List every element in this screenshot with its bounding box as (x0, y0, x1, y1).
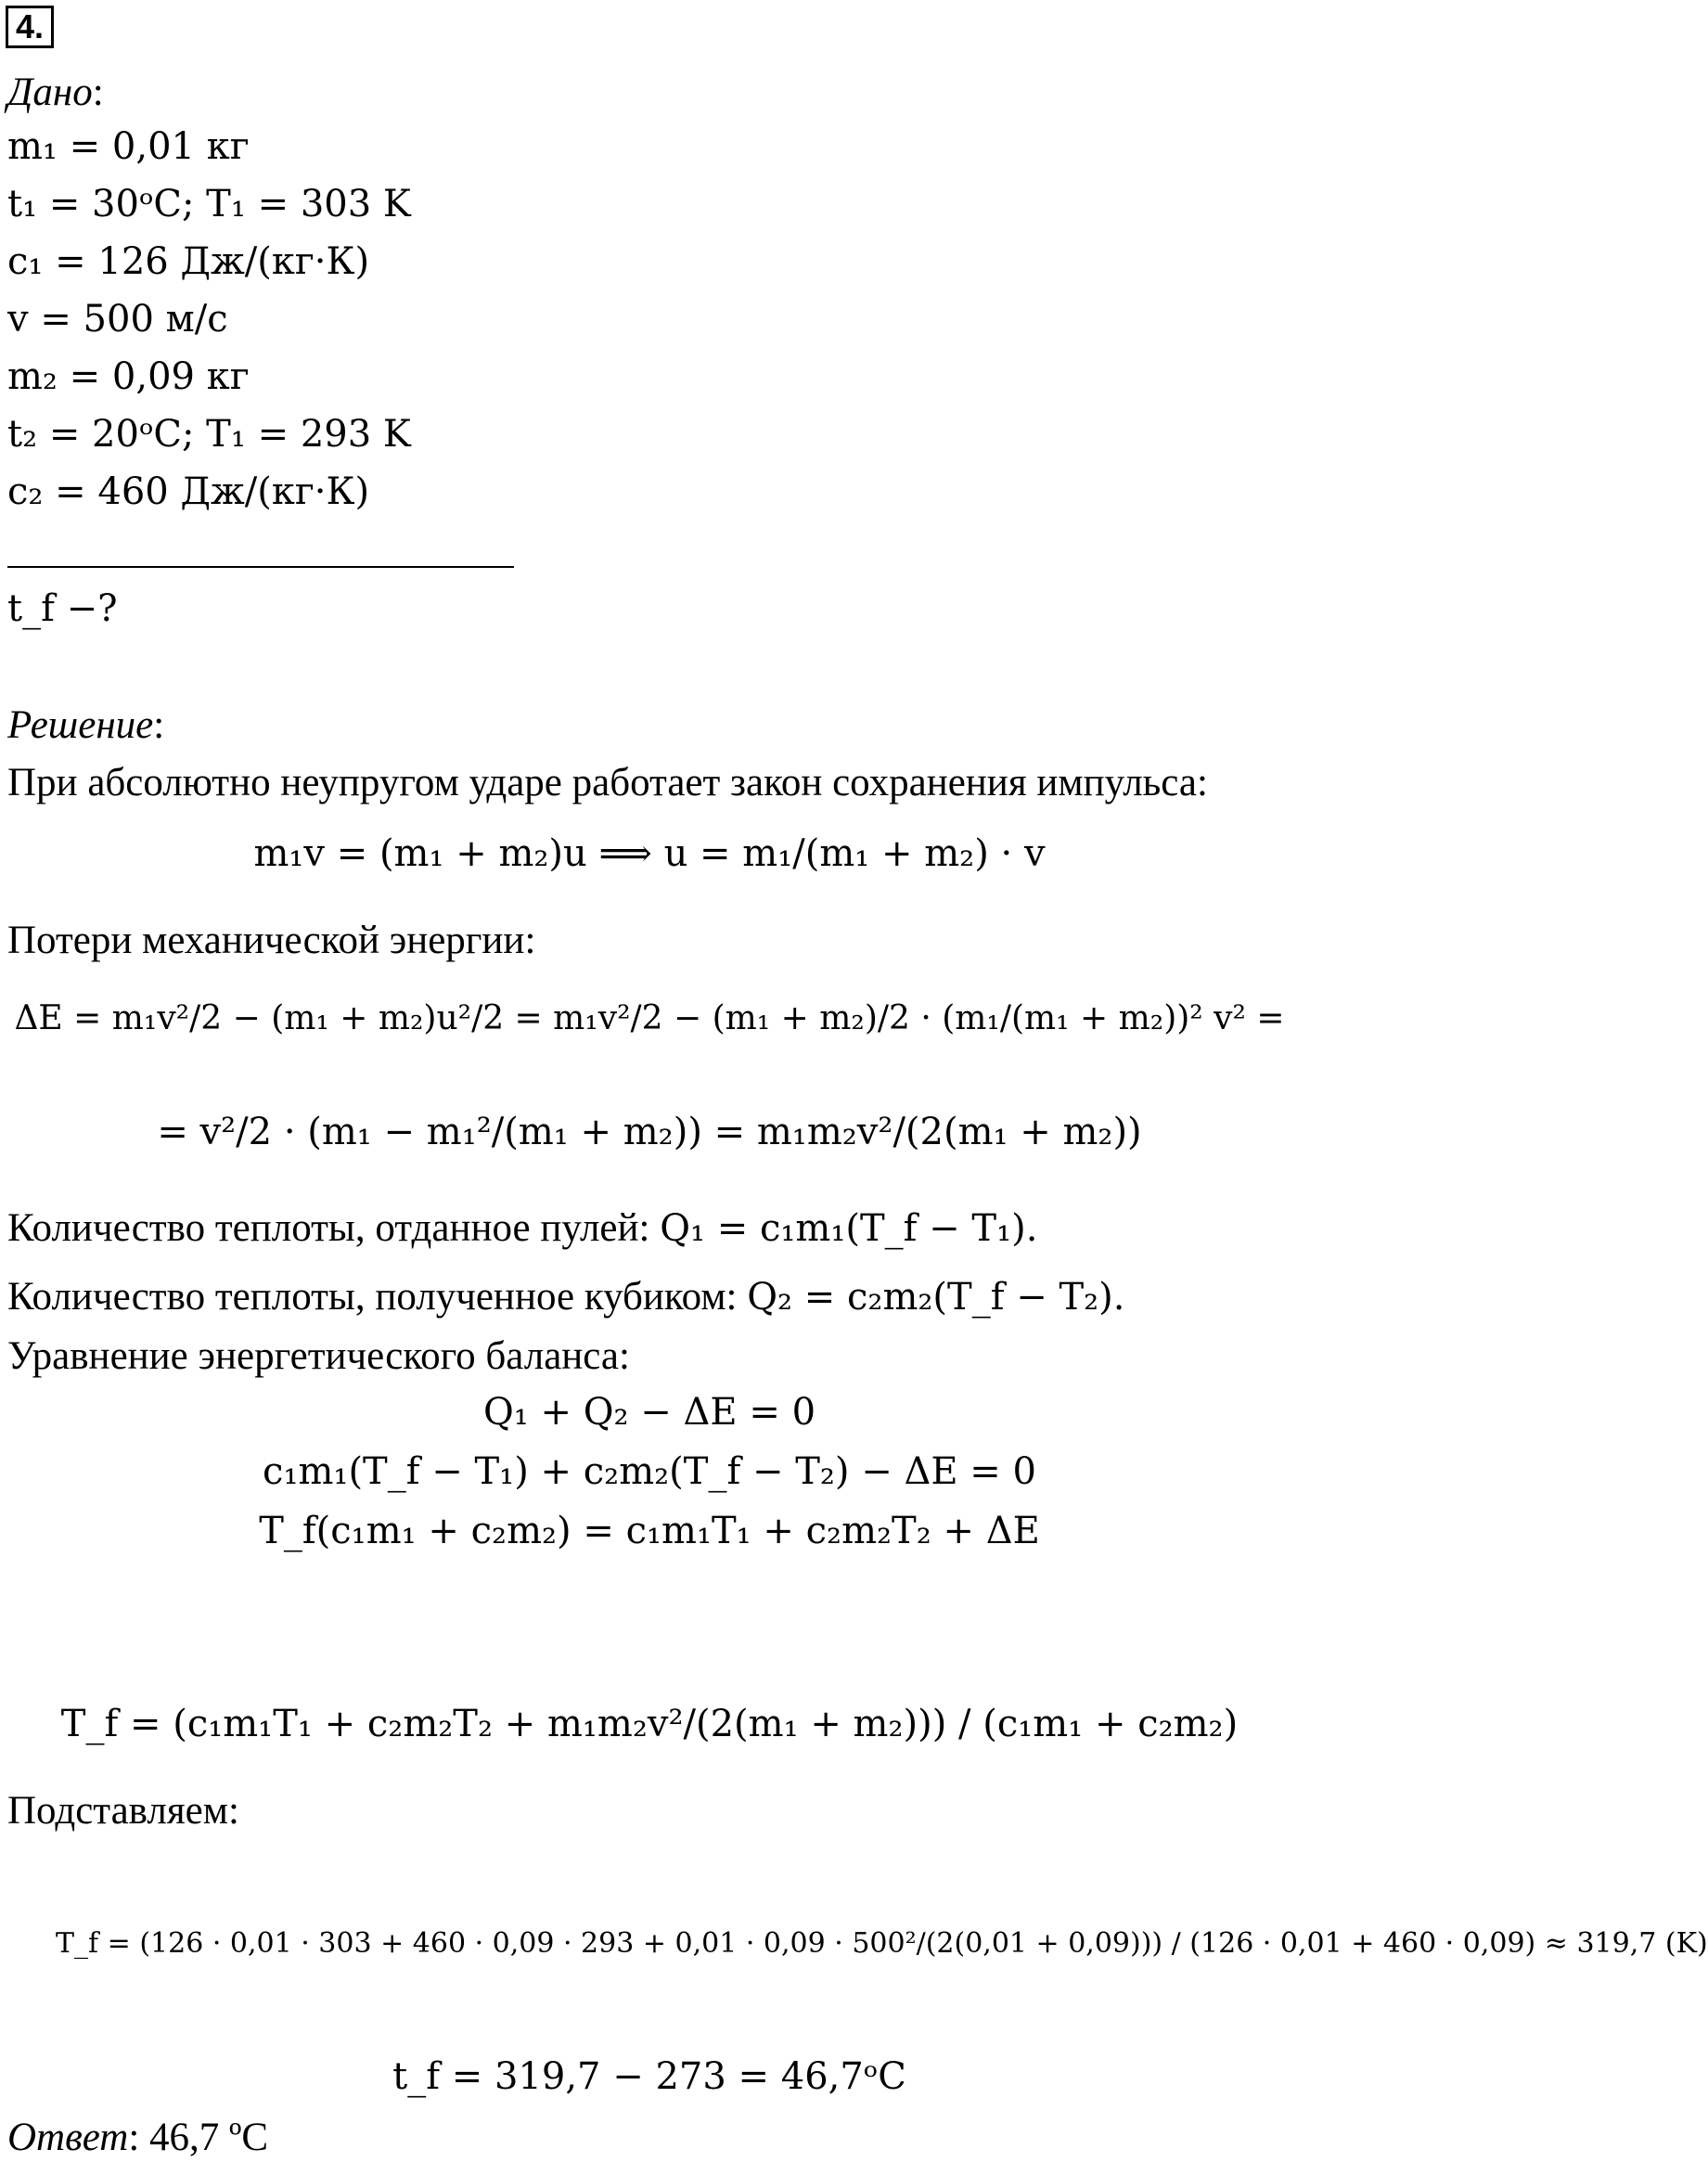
given-line-c2: c₂ = 460 Дж/(кг·К) (7, 470, 370, 513)
answer-label: Ответ (7, 2116, 129, 2159)
given-heading (7, 72, 104, 112)
solution-colon: : (153, 703, 165, 747)
equation-balance-3: T_f(c₁m₁ + c₂m₂) = c₁m₁T₁ + c₂m₂T₂ + ΔE (259, 1510, 1040, 1552)
given-line-t1: t₁ = 30ᵒC; T₁ = 303 K (7, 183, 411, 225)
given-line-c1: c₁ = 126 Дж/(кг·К) (7, 240, 370, 283)
answer-line (7, 2117, 268, 2157)
heat-q1-formula: Q₁ = c₁m₁(T_f − T₁). (660, 1207, 1038, 1250)
answer-value: 46,7 ºС (149, 2116, 269, 2159)
given-line-m2: m₂ = 0,09 кг (7, 355, 250, 398)
equation-balance-1: Q₁ + Q₂ − ΔE = 0 (482, 1391, 816, 1434)
heat-q2-formula: Q₂ = c₂m₂(T_f − T₂). (747, 1276, 1125, 1319)
equation-energy-loss-1: ΔE = m₁v²/2 − (m₁ + m₂)u²/2 = m₁v²/2 − (m₁ + m₂)/2 · (m₁/(m₁ + m₂))² v² = (14, 999, 1285, 1037)
solution-intro: При абсолютно неупругом ударе работает закон сохранения импульса: (7, 761, 1208, 804)
equation-final-temperature: T_f = (c₁m₁T₁ + c₂m₂T₂ + m₁m₂v²/(2(m₁ + m₂))) / (c₁m₁ + c₂m₂) (60, 1703, 1239, 1745)
find-line: t_f −? (7, 587, 118, 630)
problem-number: 4. (6, 6, 54, 48)
solution-label: Решение (7, 703, 154, 747)
solution-heading (7, 705, 164, 745)
given-colon: : (92, 71, 104, 114)
equation-balance-2: c₁m₁(T_f − T₁) + c₂m₂(T_f − T₂) − ΔE = 0 (263, 1450, 1036, 1493)
given-line-v: v = 500 м/с (7, 298, 228, 341)
answer-colon: : (128, 2116, 150, 2159)
given-divider (7, 566, 514, 568)
equation-energy-loss-2: = v²/2 · (m₁ − m₁²/(m₁ + m₂)) = m₁m₂v²/(2(m₁ + m₂)) (157, 1111, 1142, 1153)
heat-q2-line (7, 1277, 1124, 1317)
given-label: Дано (7, 71, 93, 114)
energy-loss-heading: Потери механической энергии: (7, 919, 536, 962)
balance-heading: Уравнение энергетического баланса: (7, 1334, 630, 1378)
heat-q2-text: Количество теплоты, полученное кубиком: (7, 1275, 748, 1319)
heat-q1-line (7, 1208, 1037, 1248)
substitute-heading: Подставляем: (7, 1789, 239, 1833)
equation-final-celsius: t_f = 319,7 − 273 = 46,7ᵒC (392, 2055, 906, 2098)
equation-numeric: T_f = (126 · 0,01 · 303 + 460 · 0,09 · 293 + 0,01 · 0,09 · 500²/(2(0,01 + 0,09))) / (126 · 0,01 + 460 · 0,09) ≈ 319,7 (K) (56, 1927, 1708, 1960)
given-line-t2: t₂ = 20ᵒC; T₁ = 293 K (7, 413, 411, 456)
given-line-m1: m₁ = 0,01 кг (7, 125, 250, 168)
equation-momentum: m₁v = (m₁ + m₂)u ⟹ u = m₁/(m₁ + m₂) · v (253, 832, 1046, 875)
heat-q1-text: Количество теплоты, отданное пулей: (7, 1206, 661, 1250)
